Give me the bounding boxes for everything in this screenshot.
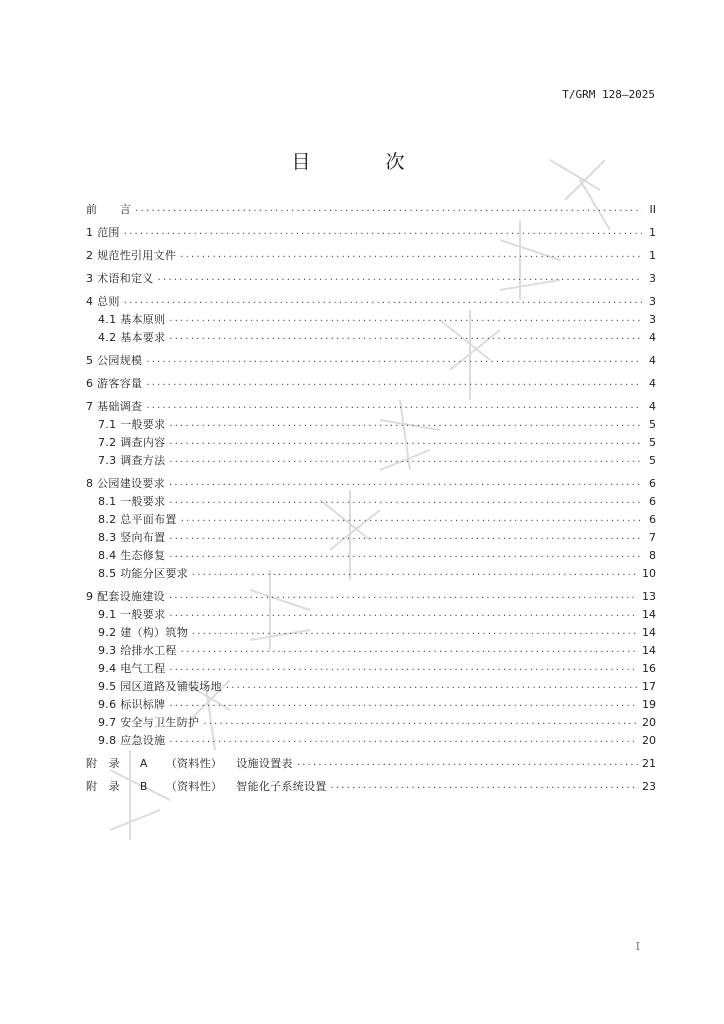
toc-page-number: 6 bbox=[649, 476, 656, 490]
toc-page-number: 3 bbox=[649, 294, 656, 308]
toc-entry[interactable] bbox=[86, 200, 656, 218]
toc-entry[interactable] bbox=[86, 351, 656, 369]
toc-entry-label: 9.1 一般要求 bbox=[98, 608, 166, 621]
appendix-label bbox=[86, 755, 293, 771]
toc-subentry[interactable] bbox=[86, 605, 656, 623]
dot-leader bbox=[169, 659, 638, 677]
toc-page-number: 4 bbox=[649, 399, 656, 413]
toc-entry-label: 9.3 给排水工程 bbox=[98, 644, 177, 657]
appendix-prefix: 附 录 bbox=[86, 757, 120, 770]
appendix-nature: （资料性） bbox=[165, 780, 223, 793]
dot-leader bbox=[124, 292, 642, 310]
toc-page-number: 13 bbox=[642, 589, 656, 603]
appendix-letter: B bbox=[139, 780, 148, 793]
appendix-label bbox=[86, 778, 327, 794]
toc-page-number: 20 bbox=[642, 715, 656, 729]
toc-subentry[interactable] bbox=[86, 528, 656, 546]
toc-appendix-entry[interactable] bbox=[86, 754, 656, 772]
toc-page-number: 3 bbox=[649, 312, 656, 326]
toc-page-number: 20 bbox=[642, 733, 656, 747]
toc-entry-label: 8.3 竖向布置 bbox=[98, 531, 166, 544]
toc-page-number: 4 bbox=[649, 330, 656, 344]
toc-page-number: 4 bbox=[649, 353, 656, 367]
toc-subentry[interactable] bbox=[86, 659, 656, 677]
toc-page-number: 23 bbox=[642, 779, 656, 793]
toc-subentry[interactable] bbox=[86, 623, 656, 641]
toc-page-number: 3 bbox=[649, 271, 656, 285]
toc-page-number: 5 bbox=[649, 417, 656, 431]
toc-entry-label: 9.6 标识标牌 bbox=[98, 698, 166, 711]
dot-leader bbox=[192, 623, 638, 641]
toc-entry[interactable] bbox=[86, 292, 656, 310]
toc-entry[interactable] bbox=[86, 246, 656, 264]
dot-leader bbox=[169, 587, 638, 605]
toc-entry-label: 3 术语和定义 bbox=[86, 272, 154, 285]
appendix-letter: A bbox=[139, 757, 148, 770]
toc-subentry[interactable] bbox=[86, 510, 656, 528]
dot-leader bbox=[169, 474, 642, 492]
toc-page-number: 1 bbox=[649, 248, 656, 262]
toc-entry-label: 9.5 园区道路及铺装场地 bbox=[98, 680, 222, 693]
toc-page-number: 7 bbox=[649, 530, 656, 544]
dot-leader bbox=[146, 351, 642, 369]
dot-leader bbox=[181, 641, 638, 659]
dot-leader bbox=[169, 695, 638, 713]
toc-subentry[interactable] bbox=[86, 546, 656, 564]
toc-subentry[interactable] bbox=[86, 415, 656, 433]
toc-page-number: 5 bbox=[649, 453, 656, 467]
toc-subentry[interactable] bbox=[86, 492, 656, 510]
dot-leader bbox=[192, 564, 638, 582]
dot-leader bbox=[169, 310, 642, 328]
toc-page-number: 21 bbox=[642, 756, 656, 770]
toc-subentry[interactable] bbox=[86, 310, 656, 328]
toc-subentry[interactable] bbox=[86, 328, 656, 346]
toc-subentry[interactable] bbox=[86, 695, 656, 713]
toc-entry-label: 7 基础调查 bbox=[86, 400, 143, 413]
toc-page-number: 16 bbox=[642, 661, 656, 675]
toc-entry-label: 7.3 调查方法 bbox=[98, 454, 166, 467]
toc-page-number: 6 bbox=[649, 494, 656, 508]
dot-leader bbox=[169, 328, 642, 346]
toc-page-number: 19 bbox=[642, 697, 656, 711]
toc-entry-label: 8.4 生态修复 bbox=[98, 549, 166, 562]
toc-entry-label: 4 总则 bbox=[86, 295, 120, 308]
dot-leader bbox=[169, 492, 642, 510]
dot-leader bbox=[203, 713, 638, 731]
toc-page-number: 10 bbox=[642, 566, 656, 580]
dot-leader bbox=[169, 528, 642, 546]
toc-subentry[interactable] bbox=[86, 731, 656, 749]
toc-entry-label: 6 游客容量 bbox=[86, 377, 143, 390]
dot-leader bbox=[135, 200, 642, 218]
toc-entry-label: 8.5 功能分区要求 bbox=[98, 567, 188, 580]
toc-entry-label: 7.2 调查内容 bbox=[98, 436, 166, 449]
dot-leader bbox=[169, 433, 642, 451]
dot-leader bbox=[169, 605, 638, 623]
document-code: T/GRM 128—2025 bbox=[562, 88, 655, 101]
toc-entry-label: 9.8 应急设施 bbox=[98, 734, 166, 747]
appendix-nature: （资料性） bbox=[165, 757, 223, 770]
toc-page-number: 17 bbox=[642, 679, 656, 693]
toc-subentry[interactable] bbox=[86, 641, 656, 659]
toc-page-number: 14 bbox=[642, 625, 656, 639]
toc-entry[interactable] bbox=[86, 397, 656, 415]
toc-page-number: 8 bbox=[649, 548, 656, 562]
toc-entry-label: 9.2 建（构）筑物 bbox=[98, 626, 188, 639]
dot-leader bbox=[180, 246, 642, 264]
dot-leader bbox=[331, 777, 638, 795]
toc-entry-label: 9.7 安全与卫生防护 bbox=[98, 716, 200, 729]
dot-leader bbox=[226, 677, 638, 695]
toc-entry[interactable] bbox=[86, 474, 656, 492]
toc-entry-label: 9.4 电气工程 bbox=[98, 662, 166, 675]
dot-leader bbox=[181, 510, 642, 528]
toc-entry[interactable] bbox=[86, 269, 656, 287]
dot-leader bbox=[146, 397, 642, 415]
table-of-contents bbox=[86, 200, 656, 795]
toc-page-number: II bbox=[649, 202, 656, 216]
toc-entry[interactable] bbox=[86, 223, 656, 241]
dot-leader bbox=[169, 731, 638, 749]
dot-leader bbox=[146, 374, 642, 392]
toc-entry[interactable] bbox=[86, 374, 656, 392]
toc-entry-label: 2 规范性引用文件 bbox=[86, 249, 177, 262]
toc-entry-label: 5 公园规模 bbox=[86, 354, 143, 367]
dot-leader bbox=[169, 415, 642, 433]
toc-entry-label: 9 配套设施建设 bbox=[86, 590, 165, 603]
dot-leader bbox=[124, 223, 642, 241]
toc-entry-label: 1 范围 bbox=[86, 226, 120, 239]
toc-page-number: 14 bbox=[642, 607, 656, 621]
dot-leader bbox=[169, 451, 642, 469]
toc-subentry[interactable] bbox=[86, 564, 656, 582]
page-number: I bbox=[635, 940, 640, 953]
toc-page-number: 5 bbox=[649, 435, 656, 449]
toc-page-number: 4 bbox=[649, 376, 656, 390]
toc-entry-label: 8.2 总平面布置 bbox=[98, 513, 177, 526]
toc-title: 目 次 bbox=[291, 151, 433, 173]
toc-entry-label: 8.1 一般要求 bbox=[98, 495, 166, 508]
toc-page-number: 14 bbox=[642, 643, 656, 657]
dot-leader bbox=[297, 754, 638, 772]
toc-subentry[interactable] bbox=[86, 433, 656, 451]
toc-page-number: 1 bbox=[649, 225, 656, 239]
toc-subentry[interactable] bbox=[86, 677, 656, 695]
toc-entry[interactable] bbox=[86, 587, 656, 605]
toc-subentry[interactable] bbox=[86, 713, 656, 731]
dot-leader bbox=[158, 269, 642, 287]
appendix-prefix: 附 录 bbox=[86, 780, 120, 793]
toc-entry-label: 8 公园建设要求 bbox=[86, 477, 165, 490]
dot-leader bbox=[169, 546, 642, 564]
toc-page-number: 6 bbox=[649, 512, 656, 526]
toc-entry-label: 4.1 基本原则 bbox=[98, 313, 166, 326]
toc-entry-label: 7.1 一般要求 bbox=[98, 418, 166, 431]
toc-entry-label: 前 言 bbox=[86, 203, 132, 216]
toc-subentry[interactable] bbox=[86, 451, 656, 469]
toc-appendix-entry[interactable] bbox=[86, 777, 656, 795]
appendix-title: 设施设置表 bbox=[236, 757, 293, 770]
appendix-title: 智能化子系统设置 bbox=[236, 780, 327, 793]
toc-entry-label: 4.2 基本要求 bbox=[98, 331, 166, 344]
